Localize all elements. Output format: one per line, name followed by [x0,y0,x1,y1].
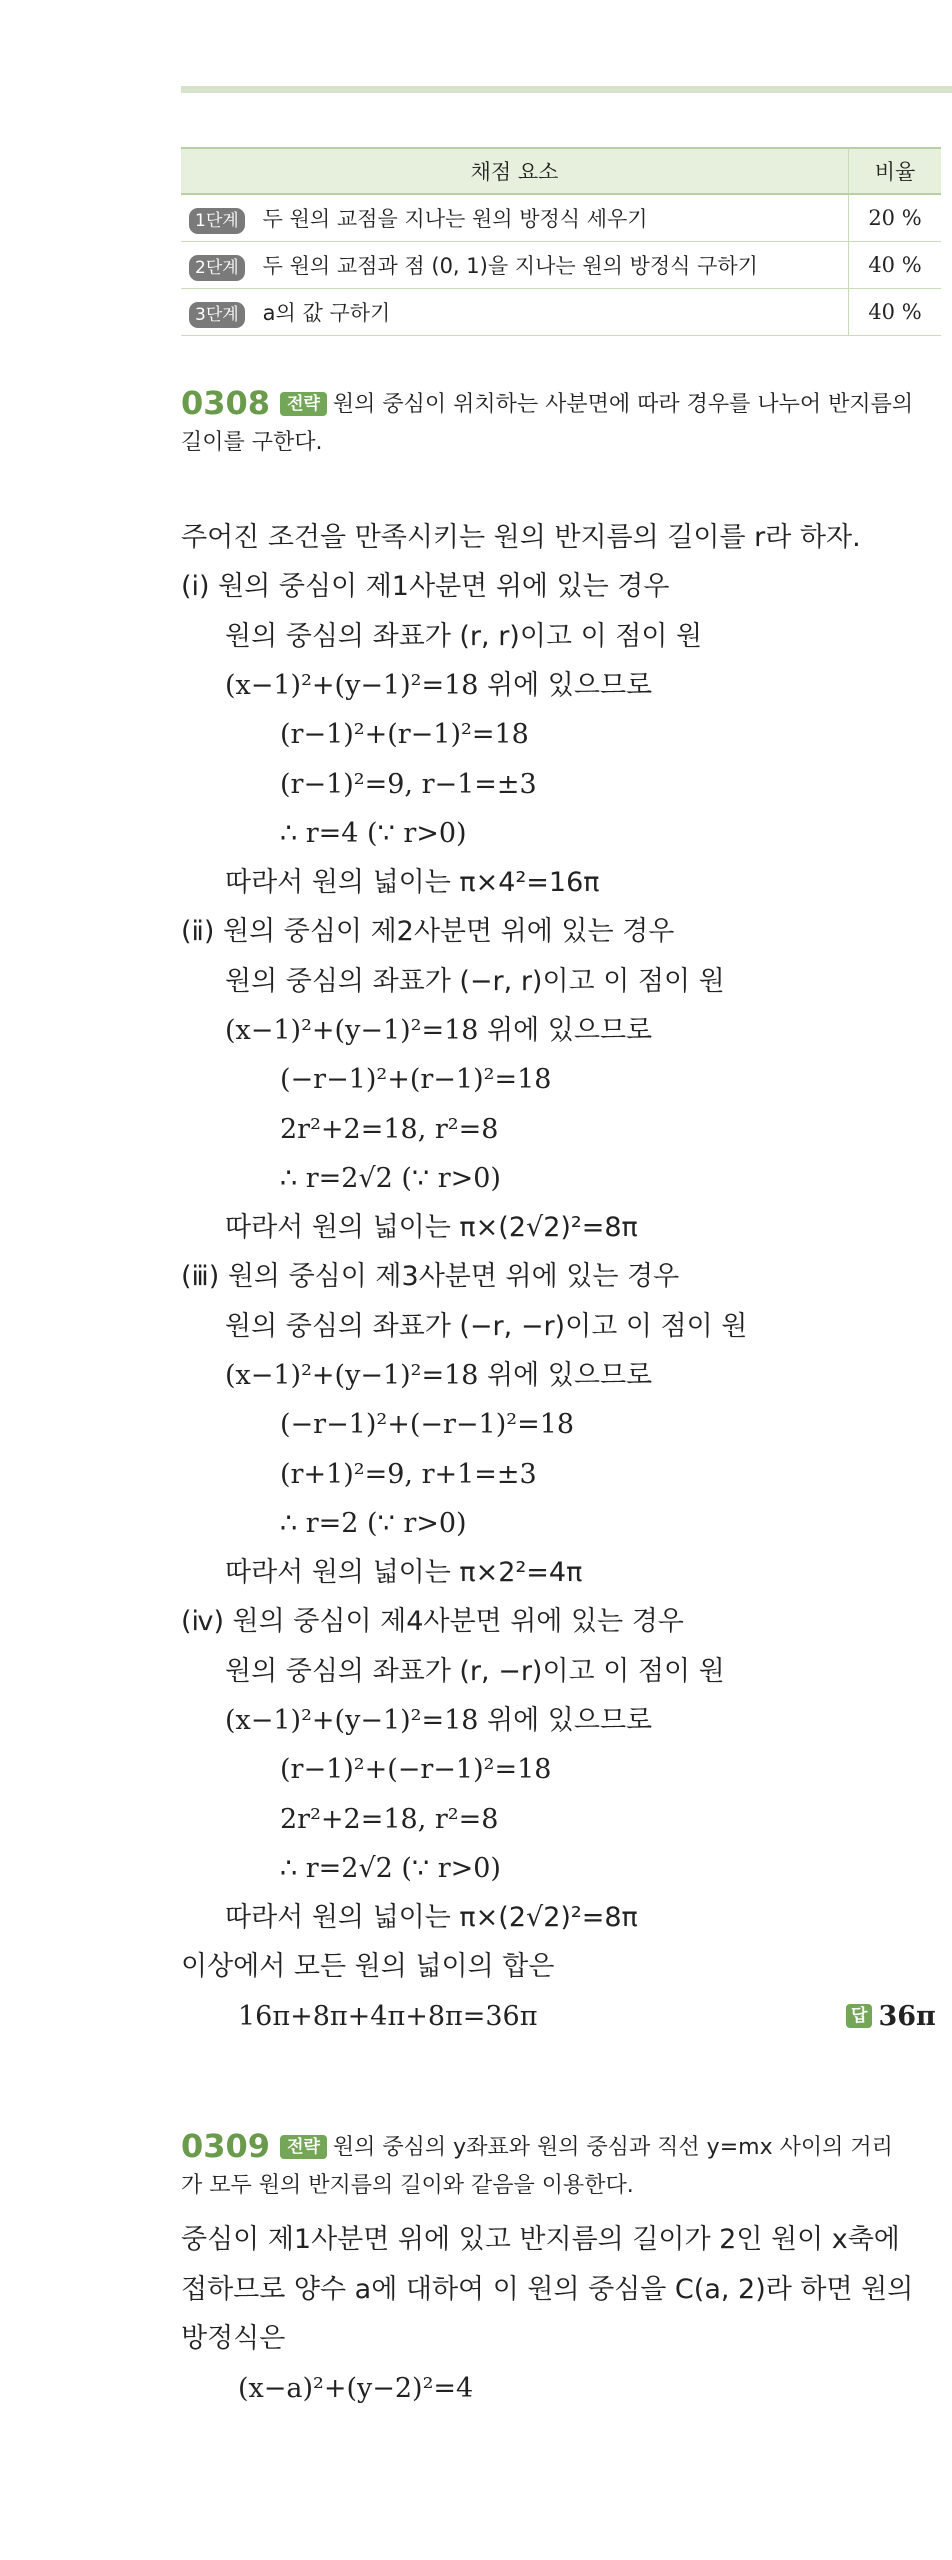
grading-header-ratio: 비율 [849,148,942,194]
case-heading: (ⅲ) 원의 중심이 제3사분면 위에 있는 경우 [181,1261,680,1292]
solution-line: 따라서 원의 넓이는 π×4²=16π [225,867,600,898]
top-divider-bar [181,86,952,93]
equation-line: (r−1)²=9, r−1=±3 [280,769,537,800]
equation-line: (−r−1)²+(r−1)²=18 [280,1064,552,1095]
strategy-tag: 전략 [280,392,327,416]
grading-row [181,289,941,336]
equation-line: ∴ r=2 (∵ r>0) [280,1508,467,1539]
grading-header-element: 채점 요소 [181,148,849,194]
solution-line: 따라서 원의 넓이는 π×2²=4π [225,1557,583,1588]
answer-badge: 답 [846,2004,872,2028]
solution-line: 원의 중심의 좌표가 (r, −r)이고 이 점이 원 [225,1656,725,1687]
equation-line: (x−1)²+(y−1)²=18 위에 있으므로 [225,670,653,701]
problem-number: 0308 [181,384,271,422]
solution-line: 원의 중심의 좌표가 (−r, r)이고 이 점이 원 [225,966,725,997]
grading-row-ratio: 40 % [849,242,942,289]
stage-badge: 3단계 [189,302,245,328]
solution-line: 따라서 원의 넓이는 π×(2√2)²=8π [225,1902,638,1933]
grading-row-text: 두 원의 교점을 지나는 원의 방정식 세우기 [262,206,648,231]
case-heading: (ⅰ) 원의 중심이 제1사분면 위에 있는 경우 [181,571,670,602]
equation-line: (x−a)²+(y−2)²=4 [238,2373,474,2404]
answer-value: 36π [878,2001,936,2032]
solution-line: 중심이 제1사분면 위에 있고 반지름의 길이가 2인 원이 x축에 [181,2224,900,2255]
solution-line: 접하므로 양수 a에 대하여 이 원의 중심을 C(a, 2)라 하면 원의 [181,2274,914,2305]
strategy-text: 가 모두 원의 반지름의 길이와 같음을 이용한다. [181,2173,634,2198]
equation-line: (−r−1)²+(−r−1)²=18 [280,1409,575,1440]
equation-line: 16π+8π+4π+8π=36π [238,2001,538,2032]
stage-badge: 2단계 [189,255,245,281]
case-heading: (ⅱ) 원의 중심이 제2사분면 위에 있는 경우 [181,916,675,947]
grading-header-row [181,148,941,194]
problem-0308-header [181,384,941,462]
solution-line: 주어진 조건을 만족시키는 원의 반지름의 길이를 r라 하자. [181,522,861,553]
equation-line: (x−1)²+(y−1)²=18 위에 있으므로 [225,1705,653,1736]
answer [846,1997,936,2037]
strategy-tag: 전략 [280,2135,327,2159]
strategy-text: 원의 중심이 위치하는 사분면에 따라 경우를 나누어 반지름의 [332,392,914,417]
grading-row-ratio: 20 % [849,194,942,242]
equation-line: ∴ r=4 (∵ r>0) [280,818,467,849]
strategy-text: 원의 중심의 y좌표와 원의 중심과 직선 y=mx 사이의 거리 [332,2135,893,2160]
grading-row-text: a의 값 구하기 [262,300,391,325]
grading-row [181,194,941,242]
equation-line: 2r²+2=18, r²=8 [280,1114,499,1145]
solution-line: 원의 중심의 좌표가 (r, r)이고 이 점이 원 [225,621,703,652]
equation-line: (x−1)²+(y−1)²=18 위에 있으므로 [225,1360,653,1391]
equation-line: (r+1)²=9, r+1=±3 [280,1459,537,1490]
strategy-text: 길이를 구한다. [181,430,323,455]
solution-line: 이상에서 모든 원의 넓이의 합은 [181,1951,555,1982]
problem-0309-header [181,2127,941,2205]
grading-table [181,147,941,336]
problem-number: 0309 [181,2127,271,2165]
equation-line: (x−1)²+(y−1)²=18 위에 있으므로 [225,1015,653,1046]
equation-line: ∴ r=2√2 (∵ r>0) [280,1853,501,1884]
equation-line: ∴ r=2√2 (∵ r>0) [280,1163,501,1194]
grading-row-text: 두 원의 교점과 점 (0, 1)을 지나는 원의 방정식 구하기 [262,253,758,278]
solution-line: 따라서 원의 넓이는 π×(2√2)²=8π [225,1212,638,1243]
equation-line: (r−1)²+(−r−1)²=18 [280,1754,552,1785]
solution-line: 방정식은 [181,2323,286,2354]
grading-row-ratio: 40 % [849,289,942,336]
stage-badge: 1단계 [189,208,245,234]
case-heading: (ⅳ) 원의 중심이 제4사분면 위에 있는 경우 [181,1606,684,1637]
grading-row [181,242,941,289]
equation-line: 2r²+2=18, r²=8 [280,1804,499,1835]
solution-line: 원의 중심의 좌표가 (−r, −r)이고 이 점이 원 [225,1311,748,1342]
equation-line: (r−1)²+(r−1)²=18 [280,719,529,750]
